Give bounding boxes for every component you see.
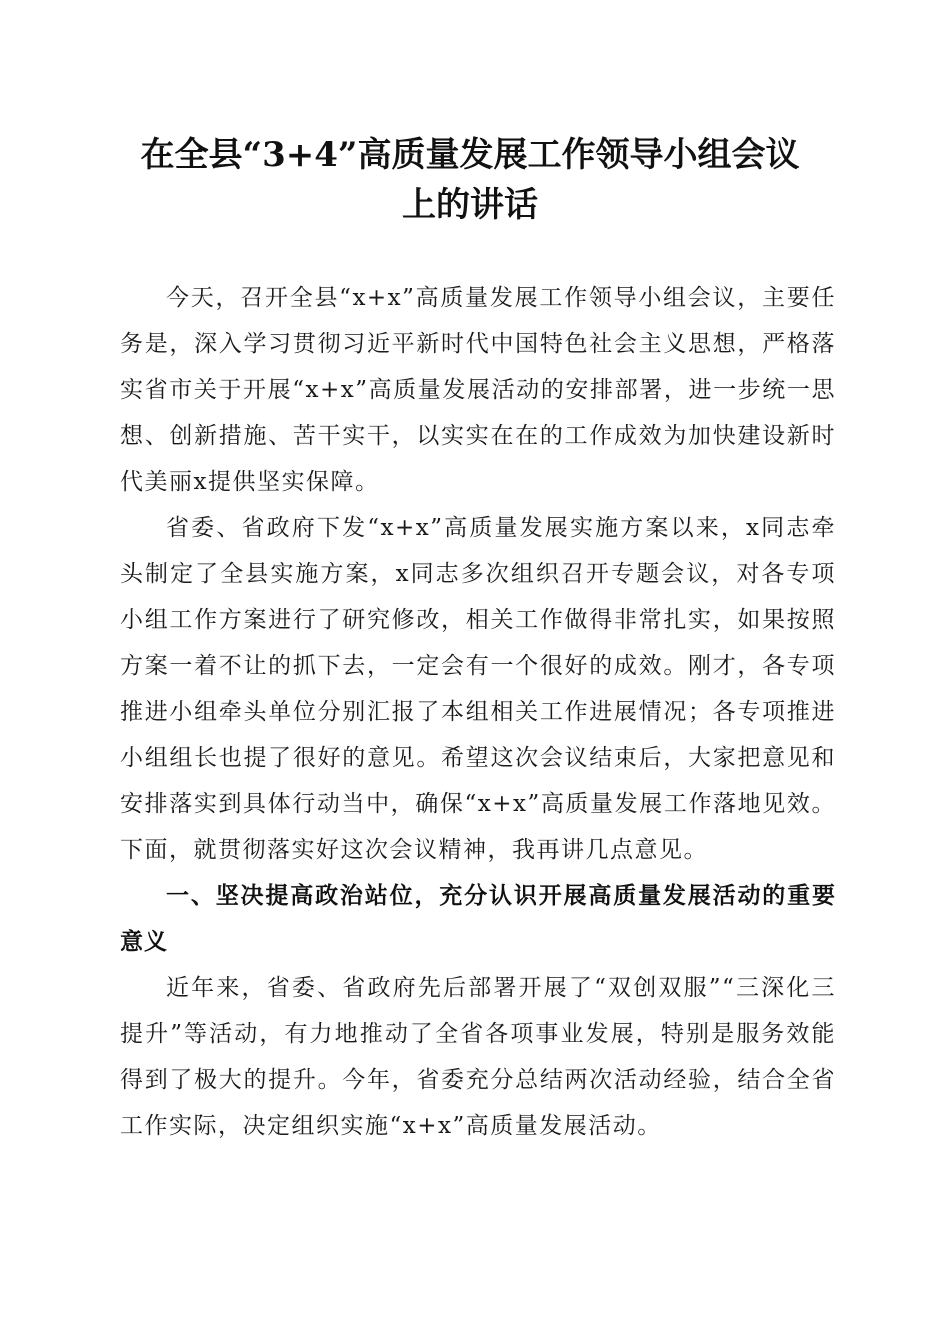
section-heading-1: 一、坚决提高政治站位，充分认识开展高质量发展活动的重要意义 (120, 883, 836, 955)
document-title (100, 130, 840, 230)
paragraph-section-1: 近年来，省委、省政府先后部署开展了“双创双服”“三深化三提升”等活动，有力地推动了全省各项事业发展，特别是服务效能得到了极大的提升。今年，省委充分总结两次活动经验，结合全省工作实际，决定组织实施“x+x”高质量发展活动。 (120, 975, 836, 1139)
document-body (120, 275, 836, 1149)
paragraph-intro: 今天，召开全县“x+x”高质量发展工作领导小组会议，主要任务是，深入学习贯彻习近平新时代中国特色社会主义思想，严格落实省市关于开展“x+x”高质量发展活动的安排部署，进一步统一思想、创新措施、苦干实干，以实实在在的工作成效为加快建设新时代美丽x提供坚实保障。 (120, 285, 836, 495)
paragraph-background: 省委、省政府下发“x+x”高质量发展实施方案以来，x同志牵头制定了全县实施方案，x同志多次组织召开专题会议，对各专项小组工作方案进行了研究修改，相关工作做得非常扎实，如果按照方案一着不让的抓下去，一定会有一个很好的成效。刚才，各专项推进小组牵头单位分别汇报了本组相关工作进展情况；各专项推进小组组长也提了很好的意见。希望这次会议结束后，大家把意见和安排落实到具体行动当中，确保“x+x”高质量发展工作落地见效。下面，就贯彻落实好这次会议精神，我再讲几点意见。 (120, 515, 836, 863)
title-line-1: 在全县“3+4”高质量发展工作领导小组会议 (140, 135, 800, 175)
title-line-2: 上的讲话 (402, 185, 538, 225)
